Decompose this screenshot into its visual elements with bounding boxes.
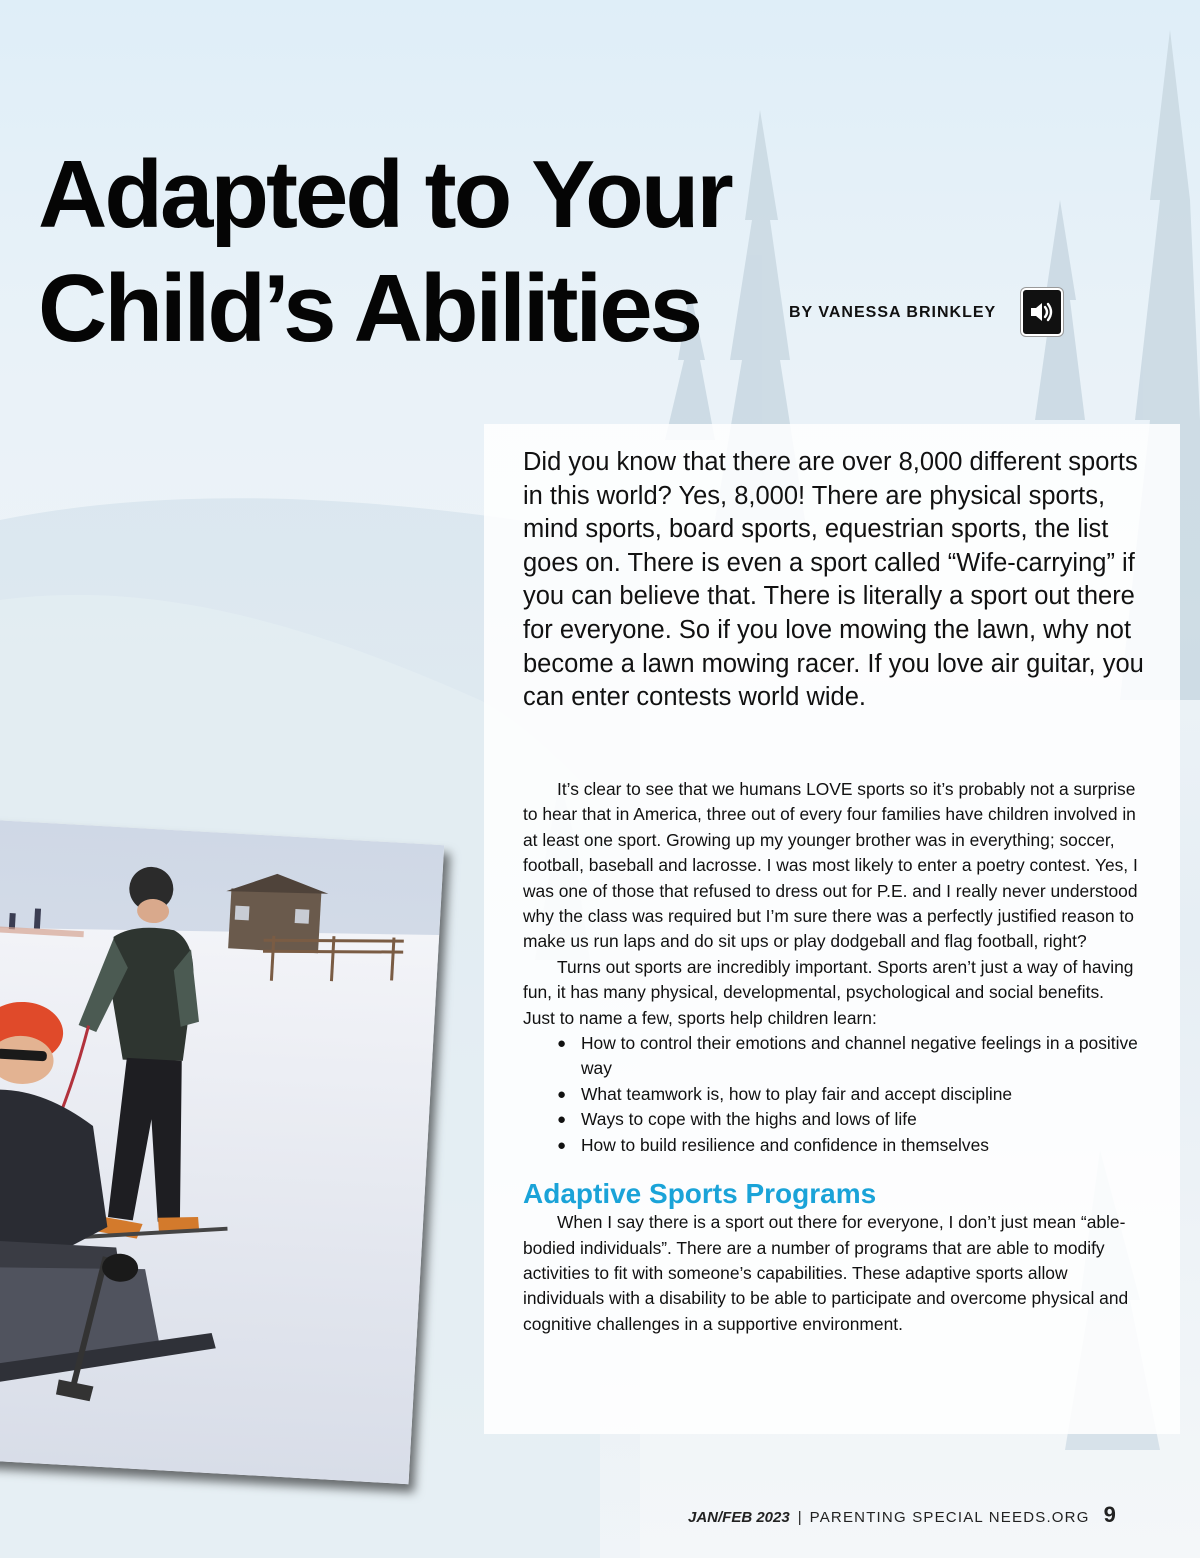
page-footer — [688, 1502, 1116, 1528]
article-body — [523, 777, 1153, 1337]
adaptive-skiing-photo — [0, 817, 444, 1484]
audio-play-button[interactable] — [1021, 288, 1063, 336]
body-paragraph: Turns out sports are incredibly important. Sports aren’t just a way of having fun, it has many physical, developmental, psychological and social benefits. — [523, 956, 1134, 1003]
list-item: ● How to build resilience and confidence in themselves — [523, 1133, 1153, 1158]
author-byline: BY VANESSA BRINKLEY — [789, 304, 997, 321]
title-line-1: Adapted to Your — [38, 141, 731, 248]
article-title — [38, 138, 731, 366]
body-paragraph: When I say there is a sport out there for everyone, I don’t just mean “able-bodied individuals”. There are a number of programs that are able to modify activities to fit with someone’s capabilities. These adaptive sports allow individuals with a disability to be able to participate and overcome physical and cognitive challenges in a supportive environment. — [523, 1212, 1129, 1334]
body-paragraph: Just to name a few, sports help children learn: — [523, 1007, 877, 1028]
list-item: ● Ways to cope with the highs and lows of life — [523, 1107, 1153, 1132]
benefits-list — [523, 1031, 1153, 1158]
page-number: 9 — [1103, 1502, 1116, 1527]
section-heading: Adaptive Sports Programs — [523, 1178, 877, 1210]
list-item: ● How to control their emotions and channel negative feelings in a positive way — [523, 1031, 1153, 1082]
publication-name: PARENTING SPECIAL NEEDS.ORG — [809, 1509, 1090, 1526]
footer-separator: | — [797, 1509, 802, 1526]
speaker-icon — [1027, 297, 1057, 327]
title-line-2: Child’s Abilities — [38, 255, 700, 362]
body-paragraph: It’s clear to see that we humans LOVE sports so it’s probably not a surprise to hear that in America, three out of every four families have children involved in at least one sport. Growing up my younger brother was in everything; soccer, football, baseball and lacrosse. I was most likely to enter a poetry contest. Yes, I was one of those that refused to dress out for P.E. and I really never understood why the class was required but I’m sure there was a perfectly justified reason to make us run laps and do sit ups or play dodgeball and flag football, right? — [523, 779, 1138, 952]
list-item: ● What teamwork is, how to play fair and accept discipline — [523, 1082, 1153, 1107]
issue-date: JAN/FEB 2023 — [688, 1509, 790, 1526]
lead-paragraph: Did you know that there are over 8,000 different sports in this world? Yes, 8,000! There are physical sports, mind sports, board sports, equestrian sports, the list goes on. There is even a sport called “Wife-carrying” if you can believe that. There is literally a sport out there for everyone. So if you love mowing the lawn, why not become a lawn mowing racer. If you love air guitar, you can enter contests world wide. — [523, 448, 1144, 712]
